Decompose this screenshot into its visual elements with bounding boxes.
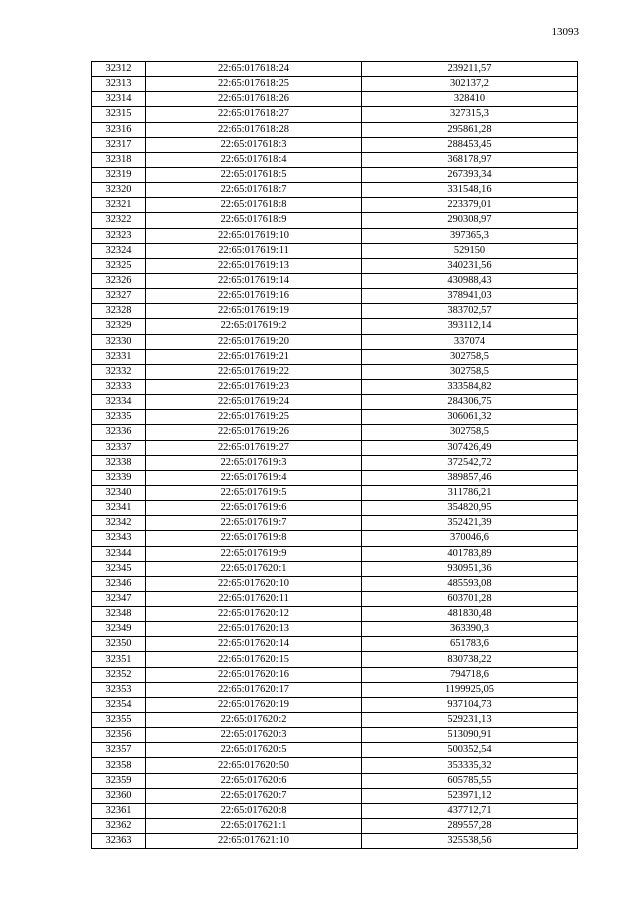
cadastral-value-table [91,61,578,849]
cadastral-value-cell: 302758,5 [362,425,578,440]
row-number-cell: 32347 [92,591,146,606]
cadastral-value-cell: 393112,14 [362,319,578,334]
table-row [92,349,578,364]
cadastral-number-cell: 22:65:017619:10 [146,228,362,243]
table-row [92,667,578,682]
table-row [92,410,578,425]
cadastral-value-cell: 378941,03 [362,289,578,304]
row-number-cell: 32345 [92,561,146,576]
table-row [92,379,578,394]
cadastral-value-cell: 794718,6 [362,667,578,682]
cadastral-number-cell: 22:65:017618:5 [146,167,362,182]
cadastral-value-cell: 930951,36 [362,561,578,576]
table-row [92,92,578,107]
row-number-cell: 32340 [92,485,146,500]
cadastral-number-cell: 22:65:017619:22 [146,364,362,379]
cadastral-number-cell: 22:65:017620:1 [146,561,362,576]
cadastral-number-cell: 22:65:017619:9 [146,546,362,561]
cadastral-number-cell: 22:65:017620:11 [146,591,362,606]
table-row [92,788,578,803]
table-row [92,183,578,198]
table-row [92,152,578,167]
cadastral-value-cell: 651783,6 [362,637,578,652]
table-row [92,516,578,531]
row-number-cell: 32325 [92,258,146,273]
cadastral-value-cell: 288453,45 [362,137,578,152]
table-row [92,364,578,379]
row-number-cell: 32316 [92,122,146,137]
cadastral-value-cell: 333584,82 [362,379,578,394]
table-row [92,834,578,849]
table-row [92,470,578,485]
row-number-cell: 32314 [92,92,146,107]
cadastral-value-cell: 500352,54 [362,743,578,758]
cadastral-value-cell: 307426,49 [362,440,578,455]
row-number-cell: 32350 [92,637,146,652]
cadastral-number-cell: 22:65:017620:13 [146,622,362,637]
cadastral-value-cell: 325538,56 [362,834,578,849]
table-row [92,622,578,637]
row-number-cell: 32336 [92,425,146,440]
row-number-cell: 32330 [92,334,146,349]
table-row [92,728,578,743]
table-row [92,319,578,334]
table-row [92,395,578,410]
table-row [92,546,578,561]
row-number-cell: 32319 [92,167,146,182]
row-number-cell: 32343 [92,531,146,546]
table-row [92,713,578,728]
row-number-cell: 32342 [92,516,146,531]
row-number-cell: 32353 [92,682,146,697]
table-row [92,682,578,697]
cadastral-number-cell: 22:65:017619:8 [146,531,362,546]
row-number-cell: 32326 [92,273,146,288]
cadastral-number-cell: 22:65:017619:24 [146,395,362,410]
table-row [92,273,578,288]
cadastral-number-cell: 22:65:017619:6 [146,501,362,516]
table-row [92,637,578,652]
cadastral-value-cell: 401783,89 [362,546,578,561]
row-number-cell: 32327 [92,289,146,304]
cadastral-value-cell: 481830,48 [362,607,578,622]
cadastral-value-cell: 430988,43 [362,273,578,288]
cadastral-number-cell: 22:65:017619:14 [146,273,362,288]
row-number-cell: 32322 [92,213,146,228]
table-row [92,167,578,182]
cadastral-number-cell: 22:65:017618:7 [146,183,362,198]
row-number-cell: 32358 [92,758,146,773]
cadastral-value-cell: 327315,3 [362,107,578,122]
table-row [92,455,578,470]
table-row [92,258,578,273]
cadastral-value-cell: 337074 [362,334,578,349]
row-number-cell: 32354 [92,697,146,712]
table-row [92,137,578,152]
table-row [92,773,578,788]
cadastral-number-cell: 22:65:017620:5 [146,743,362,758]
cadastral-number-cell: 22:65:017619:3 [146,455,362,470]
cadastral-value-cell: 290308,97 [362,213,578,228]
cadastral-number-cell: 22:65:017619:20 [146,334,362,349]
cadastral-number-cell: 22:65:017620:19 [146,697,362,712]
cadastral-number-cell: 22:65:017618:27 [146,107,362,122]
row-number-cell: 32352 [92,667,146,682]
row-number-cell: 32357 [92,743,146,758]
cadastral-value-cell: 397365,3 [362,228,578,243]
row-number-cell: 32329 [92,319,146,334]
cadastral-value-cell: 306061,32 [362,410,578,425]
cadastral-number-cell: 22:65:017619:27 [146,440,362,455]
cadastral-number-cell: 22:65:017620:17 [146,682,362,697]
cadastral-value-cell: 485593,08 [362,576,578,591]
cadastral-value-cell: 284306,75 [362,395,578,410]
row-number-cell: 32320 [92,183,146,198]
cadastral-number-cell: 22:65:017618:25 [146,77,362,92]
row-number-cell: 32338 [92,455,146,470]
cadastral-number-cell: 22:65:017618:3 [146,137,362,152]
cadastral-value-cell: 267393,34 [362,167,578,182]
row-number-cell: 32362 [92,819,146,834]
cadastral-number-cell: 22:65:017619:26 [146,425,362,440]
cadastral-value-cell: 354820,95 [362,501,578,516]
row-number-cell: 32313 [92,77,146,92]
row-number-cell: 32351 [92,652,146,667]
cadastral-number-cell: 22:65:017620:2 [146,713,362,728]
page-number: 13093 [551,26,579,38]
cadastral-number-cell: 22:65:017618:9 [146,213,362,228]
cadastral-value-cell: 239211,57 [362,62,578,77]
cadastral-number-cell: 22:65:017618:24 [146,62,362,77]
cadastral-value-cell: 302137,2 [362,77,578,92]
cadastral-value-cell: 1199925,05 [362,682,578,697]
table-row [92,334,578,349]
cadastral-value-cell: 372542,72 [362,455,578,470]
row-number-cell: 32334 [92,395,146,410]
cadastral-number-cell: 22:65:017619:2 [146,319,362,334]
table-row [92,803,578,818]
cadastral-value-cell: 389857,46 [362,470,578,485]
cadastral-number-cell: 22:65:017620:8 [146,803,362,818]
table-row [92,697,578,712]
table-row [92,243,578,258]
table-row [92,122,578,137]
row-number-cell: 32324 [92,243,146,258]
cadastral-number-cell: 22:65:017619:21 [146,349,362,364]
cadastral-value-cell: 603701,28 [362,591,578,606]
row-number-cell: 32360 [92,788,146,803]
row-number-cell: 32333 [92,379,146,394]
cadastral-number-cell: 22:65:017618:26 [146,92,362,107]
cadastral-number-cell: 22:65:017618:8 [146,198,362,213]
cadastral-value-cell: 328410 [362,92,578,107]
table-row [92,425,578,440]
cadastral-number-cell: 22:65:017619:4 [146,470,362,485]
cadastral-value-cell: 302758,5 [362,364,578,379]
row-number-cell: 32312 [92,62,146,77]
cadastral-value-cell: 937104,73 [362,697,578,712]
cadastral-value-cell: 331548,16 [362,183,578,198]
row-number-cell: 32323 [92,228,146,243]
table-row [92,107,578,122]
row-number-cell: 32348 [92,607,146,622]
row-number-cell: 32355 [92,713,146,728]
cadastral-value-cell: 523971,12 [362,788,578,803]
cadastral-value-cell: 340231,56 [362,258,578,273]
row-number-cell: 32331 [92,349,146,364]
row-number-cell: 32337 [92,440,146,455]
cadastral-number-cell: 22:65:017620:10 [146,576,362,591]
row-number-cell: 32332 [92,364,146,379]
row-number-cell: 32349 [92,622,146,637]
cadastral-number-cell: 22:65:017620:14 [146,637,362,652]
table-row [92,743,578,758]
cadastral-number-cell: 22:65:017619:11 [146,243,362,258]
cadastral-value-cell: 383702,57 [362,304,578,319]
row-number-cell: 32315 [92,107,146,122]
table-row [92,213,578,228]
table-row [92,561,578,576]
cadastral-number-cell: 22:65:017619:13 [146,258,362,273]
table-row [92,758,578,773]
cadastral-value-cell: 529150 [362,243,578,258]
table-row [92,576,578,591]
cadastral-value-cell: 302758,5 [362,349,578,364]
row-number-cell: 32359 [92,773,146,788]
row-number-cell: 32341 [92,501,146,516]
row-number-cell: 32335 [92,410,146,425]
cadastral-number-cell: 22:65:017620:6 [146,773,362,788]
table-row [92,501,578,516]
table-row [92,485,578,500]
table-row [92,198,578,213]
cadastral-number-cell: 22:65:017618:28 [146,122,362,137]
row-number-cell: 32317 [92,137,146,152]
table-body [92,62,578,849]
cadastral-number-cell: 22:65:017619:16 [146,289,362,304]
cadastral-value-cell: 353335,32 [362,758,578,773]
cadastral-value-cell: 830738,22 [362,652,578,667]
cadastral-value-cell: 437712,71 [362,803,578,818]
table-row [92,289,578,304]
cadastral-value-cell: 529231,13 [362,713,578,728]
cadastral-value-cell: 352421,39 [362,516,578,531]
row-number-cell: 32363 [92,834,146,849]
table-row [92,531,578,546]
row-number-cell: 32361 [92,803,146,818]
cadastral-number-cell: 22:65:017618:4 [146,152,362,167]
cadastral-number-cell: 22:65:017619:5 [146,485,362,500]
cadastral-value-cell: 370046,6 [362,531,578,546]
cadastral-value-cell: 295861,28 [362,122,578,137]
cadastral-value-cell: 363390,3 [362,622,578,637]
cadastral-number-cell: 22:65:017620:3 [146,728,362,743]
row-number-cell: 32321 [92,198,146,213]
table-row [92,652,578,667]
table-row [92,304,578,319]
cadastral-number-cell: 22:65:017621:10 [146,834,362,849]
cadastral-value-cell: 289557,28 [362,819,578,834]
row-number-cell: 32339 [92,470,146,485]
table-row [92,62,578,77]
row-number-cell: 32328 [92,304,146,319]
table-row [92,77,578,92]
row-number-cell: 32344 [92,546,146,561]
cadastral-value-cell: 605785,55 [362,773,578,788]
cadastral-value-cell: 311786,21 [362,485,578,500]
cadastral-value-cell: 223379,01 [362,198,578,213]
cadastral-value-cell: 513090,91 [362,728,578,743]
cadastral-number-cell: 22:65:017620:7 [146,788,362,803]
table-row [92,440,578,455]
cadastral-number-cell: 22:65:017620:12 [146,607,362,622]
cadastral-value-cell: 368178,97 [362,152,578,167]
cadastral-number-cell: 22:65:017620:15 [146,652,362,667]
table-row [92,607,578,622]
table-row [92,228,578,243]
cadastral-number-cell: 22:65:017619:7 [146,516,362,531]
row-number-cell: 32346 [92,576,146,591]
cadastral-number-cell: 22:65:017621:1 [146,819,362,834]
cadastral-number-cell: 22:65:017619:19 [146,304,362,319]
row-number-cell: 32318 [92,152,146,167]
cadastral-number-cell: 22:65:017620:50 [146,758,362,773]
table-row [92,819,578,834]
table-row [92,591,578,606]
row-number-cell: 32356 [92,728,146,743]
cadastral-number-cell: 22:65:017619:23 [146,379,362,394]
cadastral-number-cell: 22:65:017619:25 [146,410,362,425]
cadastral-number-cell: 22:65:017620:16 [146,667,362,682]
